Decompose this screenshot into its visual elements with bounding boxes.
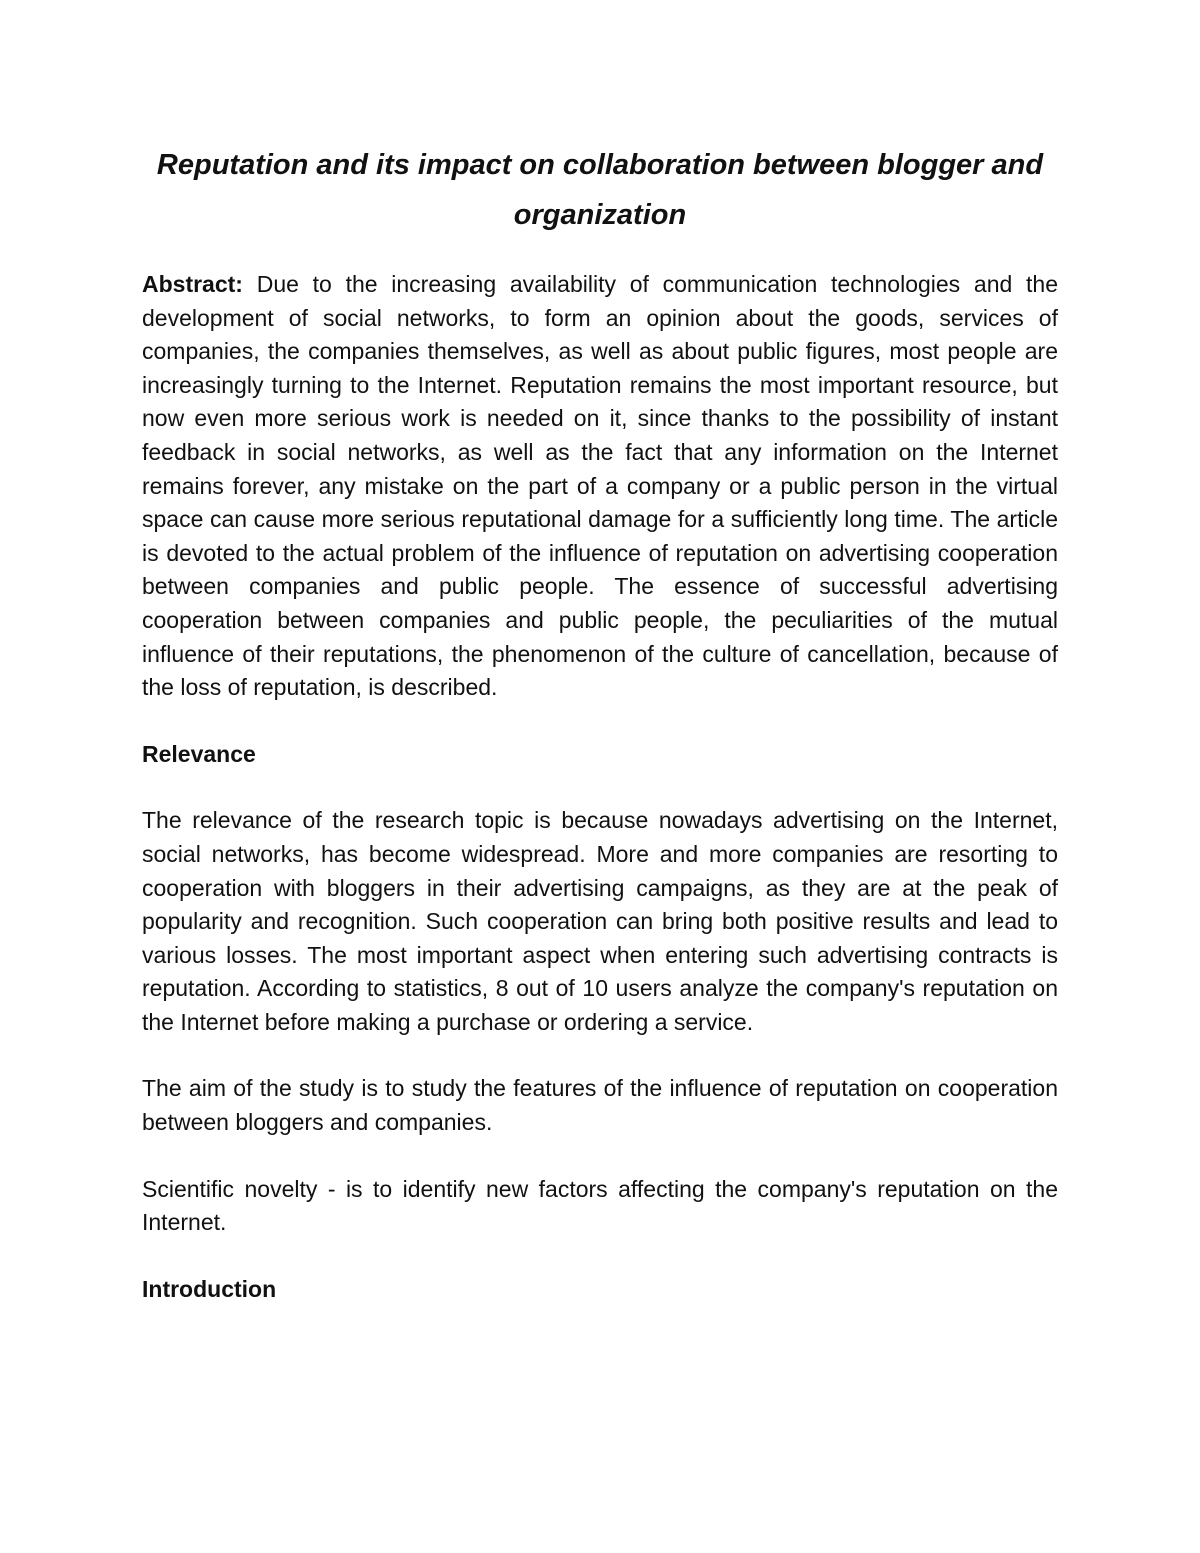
relevance-heading: Relevance bbox=[142, 740, 256, 767]
document-page bbox=[142, 140, 1058, 1339]
document-title: Reputation and its impact on collaboration between blogger and organization bbox=[156, 149, 1044, 231]
abstract-text: Due to the increasing availability of communication technologies and the development of social networks, to form an opinion about the goods, services of companies, the companies themselves, as well as about public figures, most people are increasingly turning to the Internet. Reputation remains the most important resource, but now even more serious work is needed on it, since thanks to the possibility of instant feedback in social networks, as well as the fact that any information on the Internet remains forever, any mistake on the part of a company or a public person in the virtual space can cause more serious reputational damage for a sufficiently long time. The article is devoted to the actual problem of the influence of reputation on advertising cooperation between companies and public people. The essence of successful advertising cooperation between companies and public people, the peculiarities of the mutual influence of their reputations, the phenomenon of the culture of cancellation, because of the loss of reputation, is described. bbox=[142, 271, 1058, 701]
relevance-paragraph: The relevance of the research topic is because nowadays advertising on the Internet, social networks, has become widespread. More and more companies are resorting to cooperation with bloggers in their advertising campaigns, as they are at the peak of popularity and recognition. Such cooperation can bring both positive results and lead to various losses. The most important aspect when entering such advertising contracts is reputation. According to statistics, 8 out of 10 users analyze the company's reputation on the Internet before making a purchase or ordering a service. bbox=[142, 807, 1058, 1035]
introduction-heading: Introduction bbox=[142, 1275, 277, 1302]
novelty-paragraph: Scientific novelty - is to identify new factors affecting the company's reputation on the Internet. bbox=[142, 1175, 1058, 1236]
abstract-label: Abstract: bbox=[142, 271, 243, 297]
abstract-paragraph bbox=[142, 268, 1058, 705]
aim-paragraph: The aim of the study is to study the features of the influence of reputation on cooperation between bloggers and companies. bbox=[142, 1075, 1058, 1136]
